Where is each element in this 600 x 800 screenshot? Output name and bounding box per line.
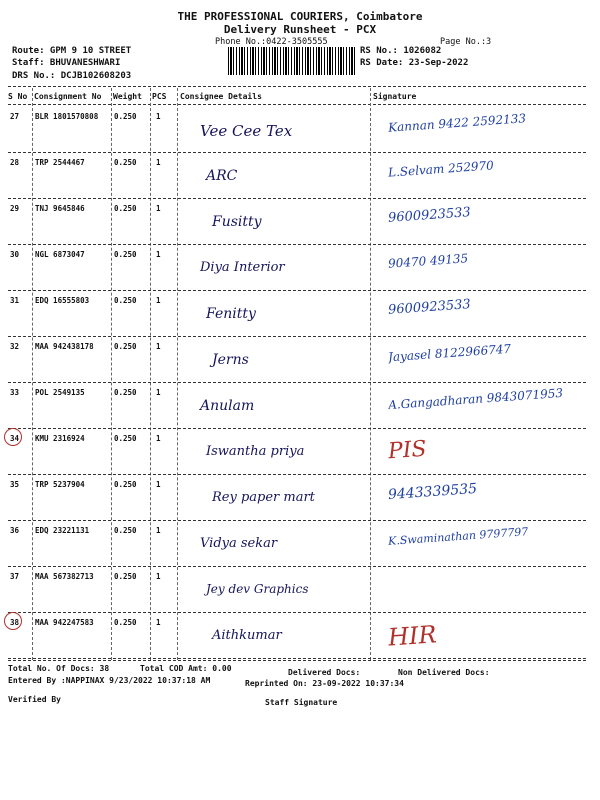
row-pcs: 1	[156, 526, 161, 535]
row-divider	[8, 612, 586, 613]
row-consignment: MAA 942438178	[35, 342, 94, 351]
col-signature: Signature	[373, 92, 417, 101]
row-divider	[8, 290, 586, 291]
row-consignee: Jerns	[212, 352, 249, 368]
row-divider	[8, 152, 586, 153]
col-pcs: PCS	[152, 92, 167, 101]
row-consignee: Vidya sekar	[200, 536, 278, 551]
row-divider	[8, 198, 586, 199]
row-consignment: EDQ 23221131	[35, 526, 90, 535]
row-weight: 0.250	[114, 112, 137, 121]
row-sno: 34	[10, 434, 20, 443]
footer-divider	[8, 660, 586, 661]
row-weight: 0.250	[114, 618, 137, 627]
row-consignment: POL 2549135	[35, 388, 85, 397]
row-consignee: ARC	[206, 168, 238, 184]
route-label: Route: GPM 9 10 STREET	[12, 46, 132, 56]
row-consignee: Jey dev Graphics	[206, 582, 309, 596]
row-consignment: BLR 1801570808	[35, 112, 99, 121]
row-consignee: Aithkumar	[212, 628, 282, 643]
barcode	[228, 47, 356, 75]
row-consignment: KMU 2316924	[35, 434, 85, 443]
row-consignee: Fenitty	[206, 306, 256, 322]
row-weight: 0.250	[114, 250, 137, 259]
row-divider	[8, 336, 586, 337]
row-pcs: 1	[156, 296, 161, 305]
row-mark-circle	[4, 612, 22, 630]
row-weight: 0.250	[114, 342, 137, 351]
row-sno: 37	[10, 572, 20, 581]
row-mark-circle	[4, 428, 22, 446]
row-pcs: 1	[156, 250, 161, 259]
row-signature: 9443339535	[387, 480, 478, 504]
row-weight: 0.250	[114, 158, 137, 167]
rs-date: RS Date: 23-Sep-2022	[360, 58, 469, 68]
header-bottom-divider	[8, 104, 586, 105]
row-consignee: Rey paper mart	[212, 490, 315, 505]
row-consignment: MAA 567382713	[35, 572, 94, 581]
entered-by: Entered By :NAPPINAX 9/23/2022 10:37:18 AM	[8, 676, 211, 685]
staff-label: Staff: BHUVANESHWARI	[12, 58, 121, 68]
row-divider	[8, 520, 586, 521]
row-sno: 28	[10, 158, 20, 167]
non-delivered-docs: Non Delivered Docs:	[398, 668, 490, 677]
row-weight: 0.250	[114, 388, 137, 397]
row-consignment: EDQ 16555803	[35, 296, 90, 305]
row-divider	[8, 244, 586, 245]
row-signature: HIR	[387, 620, 438, 652]
row-pcs: 1	[156, 204, 161, 213]
row-divider	[8, 428, 586, 429]
row-sno: 32	[10, 342, 20, 351]
col-line	[177, 88, 178, 660]
row-signature: 9600923533	[387, 297, 472, 318]
total-cod: Total COD Amt: 0.00	[140, 664, 232, 673]
row-consignment: TNJ 9645846	[35, 204, 85, 213]
row-divider	[8, 658, 586, 659]
row-consignee: Diya Interior	[200, 260, 285, 275]
header-top-divider	[8, 86, 586, 87]
row-signature: 90470 49135	[387, 251, 469, 271]
row-weight: 0.250	[114, 296, 137, 305]
row-sno: 29	[10, 204, 20, 213]
col-weight: Weight	[113, 92, 142, 101]
row-sno: 31	[10, 296, 20, 305]
row-consignment: MAA 942247583	[35, 618, 94, 627]
row-signature: 9600923533	[387, 205, 472, 226]
row-pcs: 1	[156, 480, 161, 489]
row-signature: L.Selvam 252970	[387, 158, 495, 180]
row-divider	[8, 474, 586, 475]
delivered-docs: Delivered Docs:	[288, 668, 361, 677]
row-consignment: TRP 5237904	[35, 480, 85, 489]
row-signature: Jayasel 8122966747	[387, 341, 512, 365]
row-consignee: Vee Cee Tex	[200, 122, 293, 140]
col-line	[32, 88, 33, 660]
col-sno: S No	[8, 92, 28, 101]
col-consignment: Consignment No	[34, 92, 102, 101]
row-pcs: 1	[156, 342, 161, 351]
row-sno: 36	[10, 526, 20, 535]
row-signature: K.Swaminathan 9797797	[387, 525, 529, 548]
row-pcs: 1	[156, 434, 161, 443]
staff-signature: Staff Signature	[265, 698, 338, 707]
row-divider	[8, 566, 586, 567]
reprinted-on: Reprinted On: 23-09-2022 10:37:34	[245, 679, 404, 688]
phone-number: Phone No.:0422-3505555	[215, 37, 328, 47]
row-pcs: 1	[156, 572, 161, 581]
row-signature: PIS	[387, 436, 428, 465]
company-title: THE PROFESSIONAL COURIERS, Coimbatore	[177, 10, 423, 23]
row-weight: 0.250	[114, 480, 137, 489]
drs-number: DRS No.: DCJB102608203	[12, 71, 132, 81]
row-signature: A.Gangadharan 9843071953	[387, 385, 564, 413]
page-number: Page No.:3	[440, 37, 492, 47]
col-line	[150, 88, 151, 660]
row-sno: 30	[10, 250, 20, 259]
rs-number: RS No.: 1026082	[360, 46, 442, 56]
total-docs: Total No. Of Docs: 38	[8, 664, 110, 673]
runsheet-subtitle: Delivery Runsheet - PCX	[223, 23, 377, 36]
row-pcs: 1	[156, 388, 161, 397]
row-consignee: Anulam	[200, 398, 255, 414]
verified-by: Verified By	[8, 695, 61, 704]
row-consignee: Fusitty	[212, 214, 262, 230]
row-pcs: 1	[156, 112, 161, 121]
row-weight: 0.250	[114, 526, 137, 535]
row-signature: Kannan 9422 2592133	[387, 111, 527, 135]
col-line	[370, 88, 371, 660]
row-sno: 35	[10, 480, 20, 489]
row-pcs: 1	[156, 618, 161, 627]
row-sno: 27	[10, 112, 20, 121]
row-consignee: Iswantha priya	[206, 444, 305, 459]
row-weight: 0.250	[114, 434, 137, 443]
row-sno: 33	[10, 388, 20, 397]
col-line	[111, 88, 112, 660]
row-weight: 0.250	[114, 572, 137, 581]
row-pcs: 1	[156, 158, 161, 167]
row-consignment: TRP 2544467	[35, 158, 85, 167]
row-divider	[8, 382, 586, 383]
row-weight: 0.250	[114, 204, 137, 213]
row-consignment: NGL 6873047	[35, 250, 85, 259]
col-consignee: Consignee Details	[180, 92, 262, 101]
row-sno: 38	[10, 618, 20, 627]
